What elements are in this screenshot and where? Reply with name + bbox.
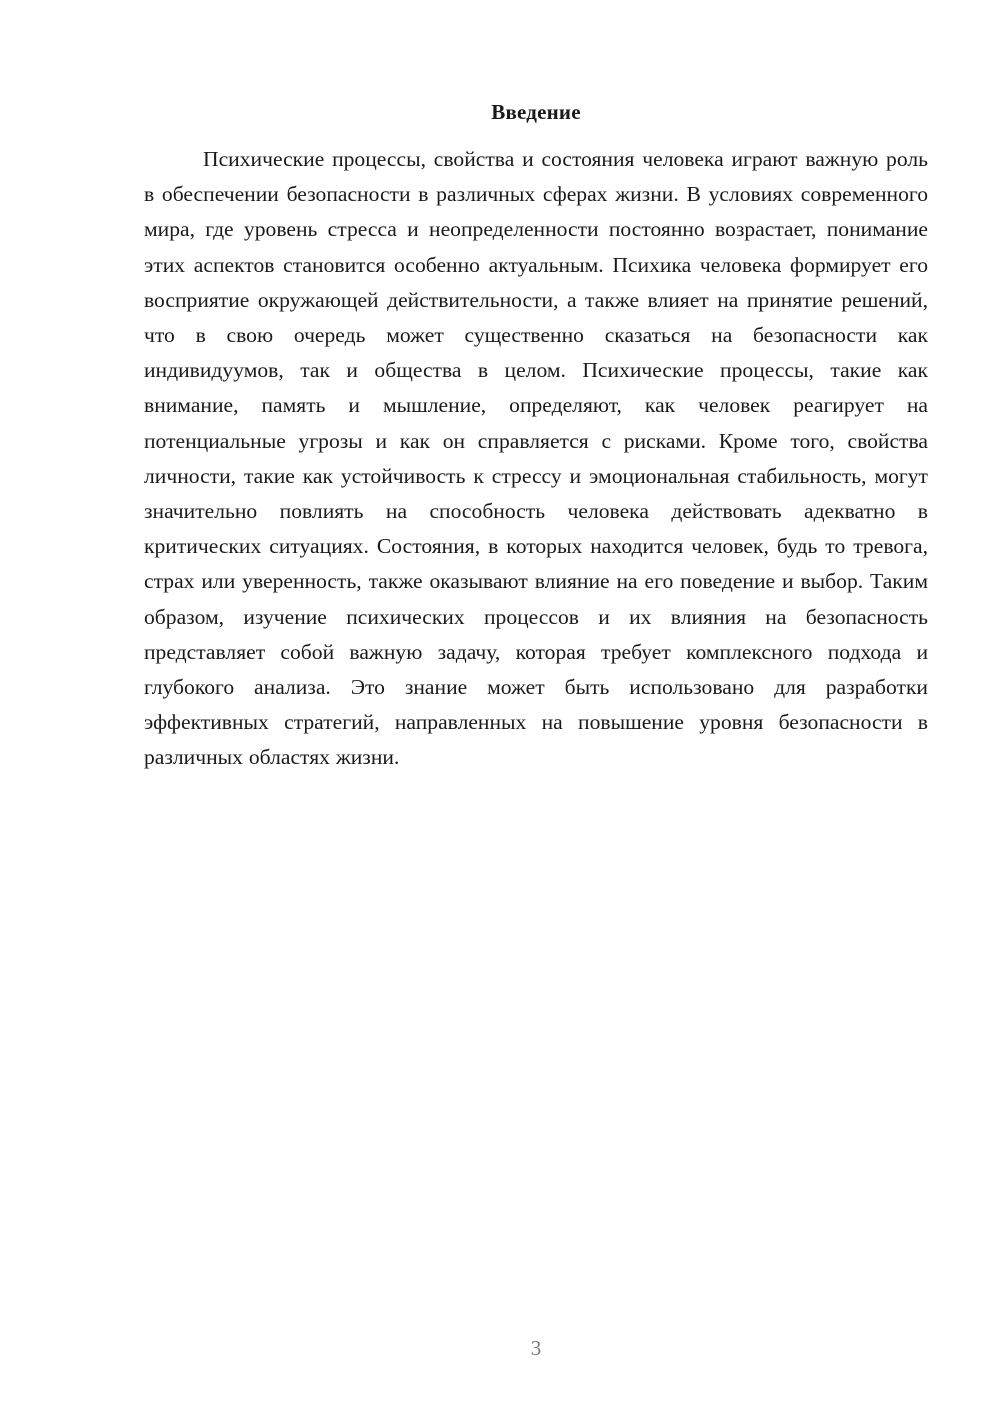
section-heading: Введение (491, 100, 581, 124)
body-paragraph: Психические процессы, свойства и состояния человека играют важную роль в обеспечении безопасности в различных сферах жизни. В условиях современного мира, где уровень стресса и неопределенности постоянно возрастает, понимание этих аспектов становится особенно актуальным. Психика человека формирует его восприятие окружающей действительности, а также влияет на принятие решений, что в свою очередь может существенно сказаться на безопасности как индивидуумов, так и общества в целом. Психические процессы, такие как внимание, память и мышление, определяют, как человек реагирует на потенциальные угрозы и как он справляется с рисками. Кроме того, свойства личности, такие как устойчивость к стрессу и эмоциональная стабильность, могут значительно повлиять на способность человека действовать адекватно в критических ситуациях. Состояния, в которых находится человек, будь то тревога, страх или уверенность, также оказывают влияние на его поведение и выбор. Таким образом, изучение психических процессов и их влияния на безопасность представляет собой важную задачу, которая требует комплексного подхода и глубокого анализа. Это знание может быть использовано для разработки эффективных стратегий, направленных на повышение уровня безопасности в различных областях жизни. (144, 147, 928, 770)
page-number: 3 (530, 1336, 542, 1360)
